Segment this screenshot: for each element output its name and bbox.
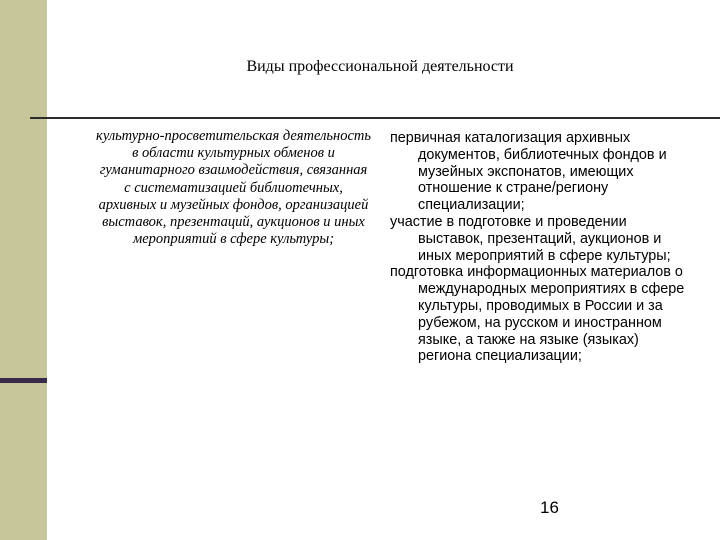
left-column xyxy=(96,128,371,248)
slide-title: Виды профессиональной деятельности xyxy=(246,58,514,75)
left-heading: культурно-просветительская деятельность xyxy=(96,128,371,144)
page-number: 16 xyxy=(540,498,559,517)
side-band xyxy=(0,0,47,540)
list-item: первичная каталогизация архивных документов, библиотечных фондов и музейных экспонатов, имеющих отношение к стране/региону специализации; xyxy=(390,130,667,214)
left-description: в области культурных обменов и гуманитарного взаимодействия, связанная с систематизацией библиотечных, архивных и музейных фондов, организацией выставок, презентаций, аукционов и иных мероприятий в сфере культуры; xyxy=(98,145,369,248)
list-item: участие в подготовке и проведении выставок, презентаций, аукционов и иных мероприятий в сфере культуры; xyxy=(390,213,671,264)
side-accent-bar xyxy=(0,378,47,383)
right-column xyxy=(390,130,690,365)
list-item: подготовка информационных материалов о международных мероприятиях в сфере культуры, проводимых в России и за рубежом, на русском и иностранном языке, а также на языке (языках) региона специализации; xyxy=(390,264,685,365)
title-divider xyxy=(30,117,720,119)
